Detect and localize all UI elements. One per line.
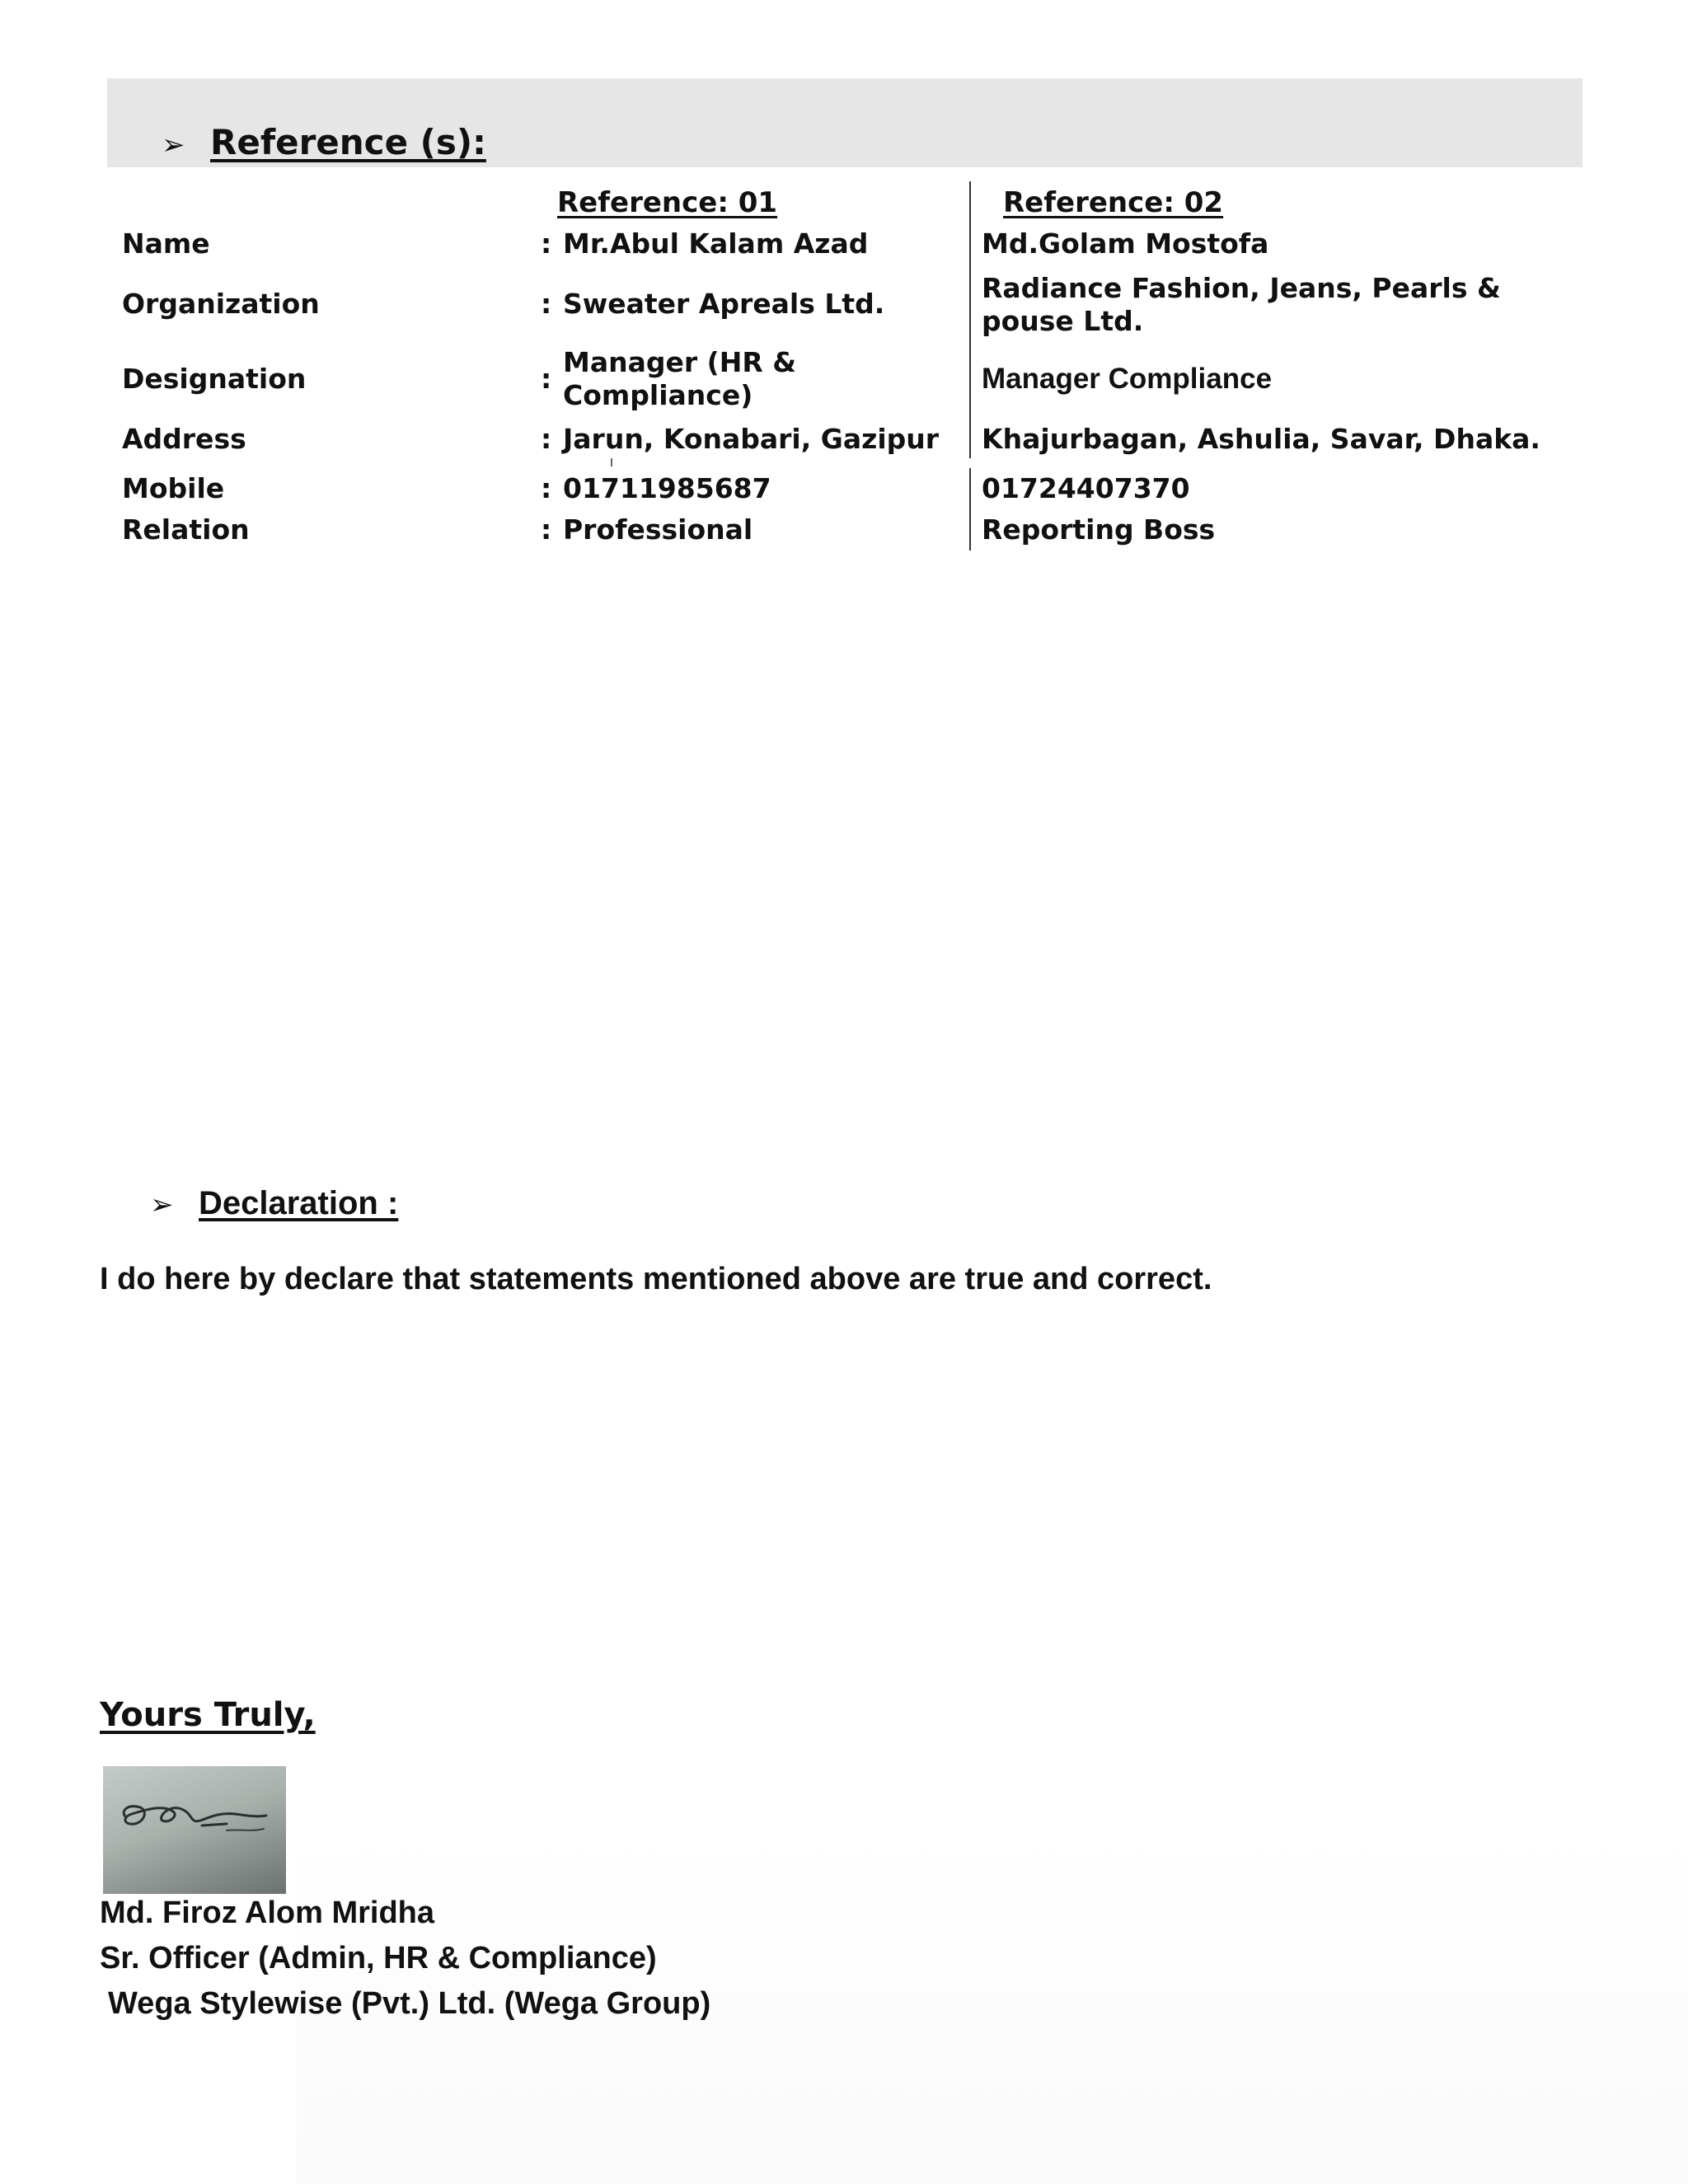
row-label-relation: Relation <box>122 513 250 546</box>
row-label-address: Address <box>122 423 246 455</box>
row-label-designation: Designation <box>122 363 307 395</box>
row-label-mobile: Mobile <box>122 472 225 504</box>
reference-01-header: Reference: 01 <box>557 186 778 219</box>
row-label-name: Name <box>122 227 210 260</box>
reference-section-title: Reference (s): <box>210 122 486 162</box>
signatory-company: Wega Stylewise (Pvt.) Ltd. (Wega Group) <box>108 1986 711 2021</box>
ref2-mobile: 01724407370 <box>982 472 1190 504</box>
ref2-relation: Reporting Boss <box>982 513 1216 546</box>
ref1-designation: Manager (HR & Compliance) <box>563 346 797 411</box>
ref2-name: Md.Golam Mostofa <box>982 227 1269 260</box>
column-divider-upper <box>969 181 971 458</box>
column-divider-lower <box>969 468 971 551</box>
signature-image <box>103 1766 286 1894</box>
row-label-organization: Organization <box>122 288 320 320</box>
colon: : <box>541 288 552 320</box>
divider-tick <box>611 458 612 466</box>
closing-salutation: Yours Truly, <box>100 1696 316 1734</box>
declaration-title: Declaration : <box>199 1185 399 1221</box>
ref2-address: Khajurbagan, Ashulia, Savar, Dhaka. <box>982 423 1540 455</box>
colon: : <box>541 227 552 260</box>
arrowhead-bullet-icon: ➢ <box>150 1188 174 1221</box>
arrowhead-bullet-icon: ➢ <box>162 129 185 162</box>
ref1-organization: Sweater Apreals Ltd. <box>563 288 885 320</box>
ref1-name: Mr.Abul Kalam Azad <box>563 227 869 260</box>
reference-02-header: Reference: 02 <box>1003 186 1224 219</box>
colon: : <box>541 423 552 455</box>
ref2-organization: Radiance Fashion, Jeans, Pearls & pouse Ltd. <box>982 272 1501 337</box>
ref1-mobile: 01711985687 <box>563 472 771 504</box>
signatory-position: Sr. Officer (Admin, HR & Compliance) <box>100 1941 657 1975</box>
colon: : <box>541 472 552 504</box>
ref1-relation: Professional <box>563 513 753 546</box>
declaration-text: I do here by declare that statements mentioned above are true and correct. <box>100 1262 1212 1296</box>
colon: : <box>541 363 552 395</box>
colon: : <box>541 513 552 546</box>
signatory-name: Md. Firoz Alom Mridha <box>100 1896 435 1930</box>
ref2-designation: Manager Compliance <box>982 363 1273 395</box>
ref1-address: Jarun, Konabari, Gazipur <box>563 423 940 455</box>
